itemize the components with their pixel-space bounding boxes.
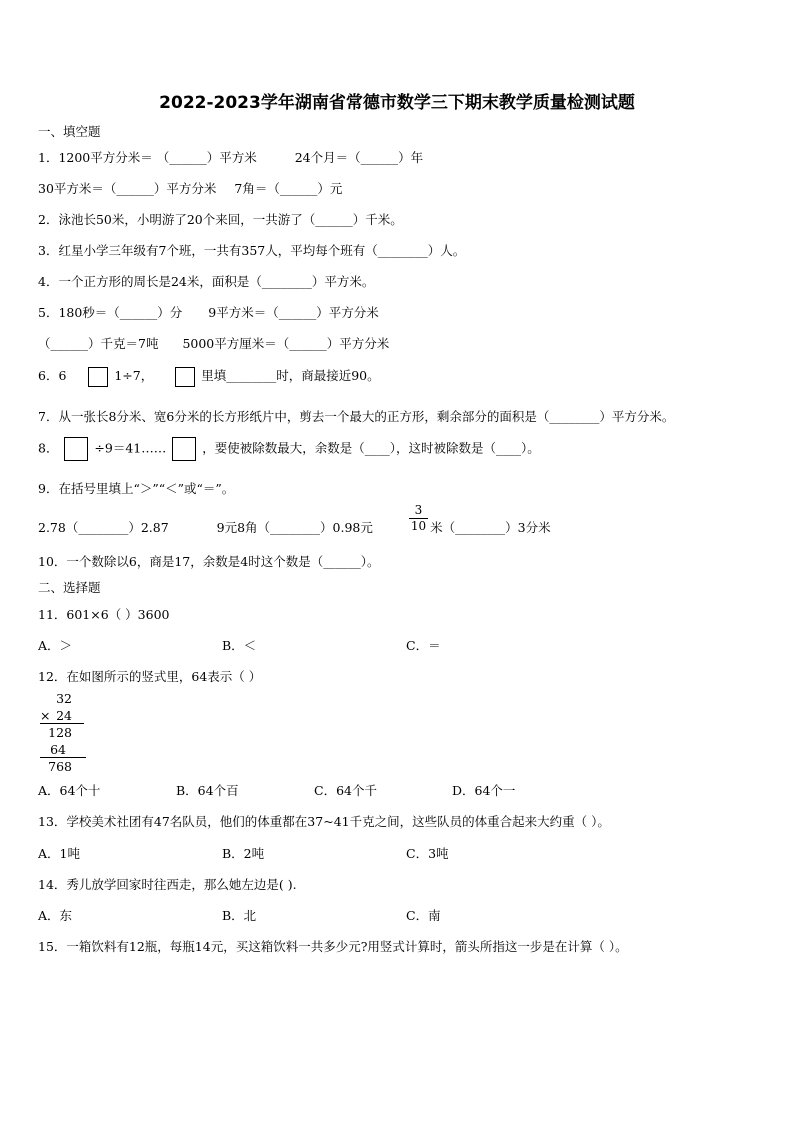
q8-remainder-box[interactable] bbox=[172, 437, 196, 461]
q5-part-a: 5．180秒＝（______）分 bbox=[38, 305, 183, 320]
question-6 bbox=[38, 366, 380, 387]
question-9: 9．在括号里填上“＞”“＜”或“＝”。 bbox=[38, 481, 235, 496]
fraction-denominator: 10 bbox=[410, 519, 427, 533]
q5-part-b: 9平方米＝（______）平方分米 bbox=[208, 305, 379, 320]
product: 768 bbox=[48, 759, 72, 774]
question-7: 7．从一张长8分米、宽6分米的长方形纸片中，剪去一个最大的正方形，剩余部分的面积是（________）平方分米。 bbox=[38, 409, 675, 424]
vertical-multiplication bbox=[40, 690, 100, 775]
question-9-items bbox=[38, 503, 551, 534]
question-13: 13．学校美术社团有47名队员，他们的体重都在37~41千克之间，这些队员的体重合起来大约重（ ）。 bbox=[38, 814, 610, 829]
q9-item-a: 2.78（________）2.87 bbox=[38, 520, 169, 535]
question-10: 10．一个数除以6，商是17，余数是4时这个数是（______）。 bbox=[38, 554, 380, 569]
vertical-rule-2 bbox=[40, 757, 86, 758]
q9-fraction bbox=[409, 503, 428, 534]
q5-part-c: （______）千克＝7吨 bbox=[38, 336, 159, 351]
q9-item-c: 米（________）3分米 bbox=[430, 520, 551, 535]
q8-dividend-box[interactable] bbox=[64, 437, 88, 461]
q1-part-b: 24个月＝（______）年 bbox=[294, 150, 424, 165]
q12-option-c[interactable]: C．64个千 bbox=[314, 783, 377, 798]
q11-option-c[interactable]: C．＝ bbox=[406, 638, 441, 653]
question-15: 15．一箱饮料有12瓶，每瓶14元，买这箱饮料一共多少元?用竖式计算时，箭头所指这一步是在计算（ ）。 bbox=[38, 939, 628, 954]
question-11: 11．601×6（ ）3600 bbox=[38, 607, 170, 622]
question-2: 2．泳池长50米，小明游了20个来回，一共游了（______）千米。 bbox=[38, 212, 403, 227]
multiplicand: 32 bbox=[56, 691, 72, 706]
question-3: 3．红星小学三年级有7个班，一共有357人，平均每个班有（________）人。 bbox=[38, 243, 466, 258]
question-12: 12．在如图所示的竖式里，64表示（ ） bbox=[38, 669, 262, 684]
q6-answer-box-2[interactable] bbox=[175, 367, 195, 387]
q6-middle: 1÷7， bbox=[114, 368, 154, 383]
q1-part-d: 7角＝（______）元 bbox=[234, 181, 343, 196]
q6-prefix: 6．6 bbox=[38, 368, 67, 383]
question-5-row-1 bbox=[38, 303, 379, 321]
question-1-row-1 bbox=[38, 148, 423, 166]
q5-part-d: 5000平方厘米＝（______）平方分米 bbox=[182, 336, 390, 351]
q11-option-b[interactable]: B．＜ bbox=[222, 638, 257, 653]
question-5-row-2 bbox=[38, 334, 389, 352]
question-1-row-2 bbox=[38, 179, 342, 197]
q8-prefix: 8． bbox=[38, 440, 59, 456]
partial-product-2: 64 bbox=[50, 742, 66, 757]
q8-suffix: ，要使被除数最大，余数是（____），这时被除数是（____）。 bbox=[202, 440, 540, 456]
multiply-sign: × bbox=[40, 708, 51, 723]
section-multiple-choice: 二、选择题 bbox=[38, 580, 101, 595]
q6-suffix: 里填________时，商最接近90。 bbox=[201, 368, 380, 383]
q8-middle: ÷9＝41…… bbox=[94, 440, 167, 456]
multiplier: 24 bbox=[56, 708, 72, 723]
q11-option-a[interactable]: A．＞ bbox=[38, 638, 73, 653]
partial-product-1: 128 bbox=[48, 725, 72, 740]
fraction-numerator: 3 bbox=[409, 503, 428, 519]
q14-option-b[interactable]: B．北 bbox=[222, 908, 257, 923]
q1-part-c: 30平方米＝（______）平方分米 bbox=[38, 181, 217, 196]
question-8 bbox=[38, 437, 540, 461]
page-title: 2022-2023学年湖南省常德市数学三下期末教学质量检测试题 bbox=[159, 93, 635, 113]
q13-option-b[interactable]: B．2吨 bbox=[222, 846, 265, 861]
q1-part-a: 1．1200平方分米＝ （______）平方米 bbox=[38, 150, 257, 165]
q14-option-c[interactable]: C．南 bbox=[406, 908, 441, 923]
vertical-rule-1 bbox=[40, 723, 84, 724]
q13-option-a[interactable]: A．1吨 bbox=[38, 846, 80, 861]
q12-option-d[interactable]: D．64个一 bbox=[452, 783, 516, 798]
section-fill-blank: 一、填空题 bbox=[38, 124, 101, 139]
q14-option-a[interactable]: A．东 bbox=[38, 908, 73, 923]
q13-option-c[interactable]: C．3吨 bbox=[406, 846, 449, 861]
question-4: 4．一个正方形的周长是24米，面积是（________）平方米。 bbox=[38, 274, 375, 289]
q6-answer-box[interactable] bbox=[88, 367, 108, 387]
q12-option-a[interactable]: A．64个十 bbox=[38, 783, 101, 798]
question-14: 14．秀儿放学回家时往西走，那么她左边是( ). bbox=[38, 877, 297, 892]
q12-option-b[interactable]: B．64个百 bbox=[176, 783, 239, 798]
q9-item-b: 9元8角（________）0.98元 bbox=[216, 520, 373, 535]
